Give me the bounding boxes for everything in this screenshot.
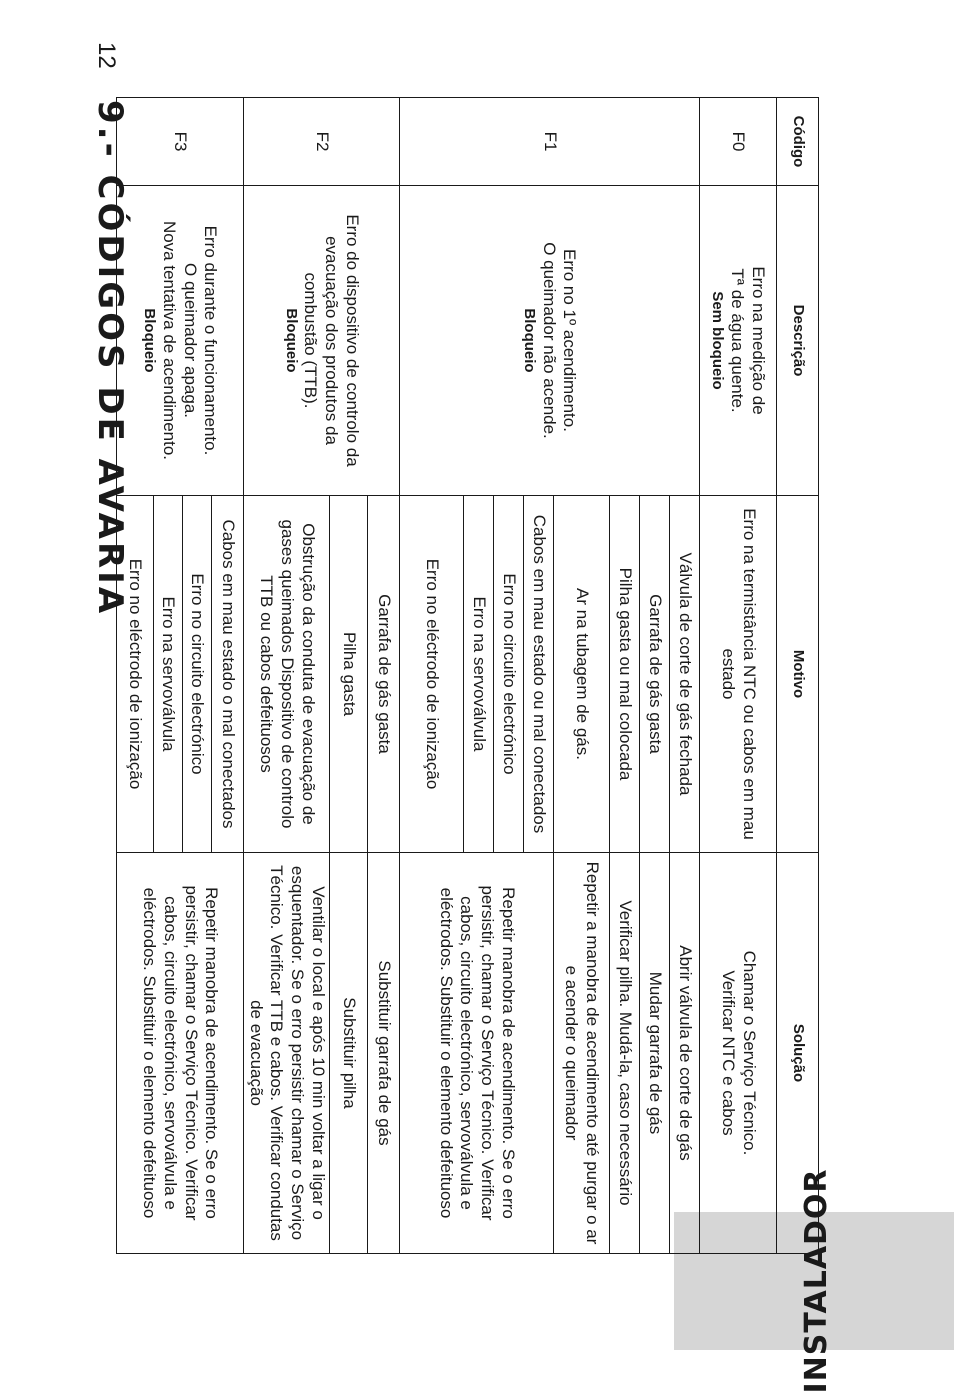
table-row [670, 98, 700, 1254]
reason-cell: Erro no circuito electrónico [183, 496, 212, 853]
reason-cell: Pilha gasta [330, 496, 368, 853]
description-line: Erro na medição de [748, 266, 768, 415]
table-row [212, 98, 244, 1254]
description-line: Nova tentativa de acendimento. [159, 220, 179, 461]
reason-cell: Garrafa de gás gasta [640, 496, 670, 853]
description-f0 [700, 186, 777, 496]
reason-cell: Cabos em mau estado o mal conectados [212, 496, 244, 853]
solution-cell: Verificar pilha. Mudá-la, caso necessário [610, 853, 640, 1254]
description-line: Erro no 1º acendimento. [560, 249, 580, 432]
side-tab-label: INSTALADOR [798, 1168, 834, 1394]
reason-cell: Válvula de corte de gás fechada [670, 496, 700, 853]
reason-cell: Pilha gasta ou mal colocada [610, 496, 640, 853]
page-number: 12 [93, 42, 120, 69]
description-line: O queimador apaga. [180, 263, 200, 418]
solution-cell: Repetir a manobra de acendimento até purgar o ar e acender o queimador [554, 853, 610, 1254]
solution-cell: Substituir pilha [330, 853, 368, 1254]
header-solution: Solução [777, 853, 819, 1254]
solution-cell: Repetir manobra de acendimento. Se o erro persistir, chamar o Serviço Técnico. Verificar cabos, circuito electrónico, servoválvula e eléctrodos. Substituir o elemento defeituoso [117, 853, 244, 1254]
reason-cell: Erro na servoválvula [464, 496, 494, 853]
code-f2: F2 [244, 98, 400, 186]
description-line: Erro do dispositivo de controlo da [342, 214, 362, 467]
description-f2 [244, 186, 400, 496]
lock-status: Bloqueio [520, 308, 538, 373]
description-line: evacuação dos produtos da [322, 236, 342, 445]
code-f0: F0 [700, 98, 777, 186]
code-f3: F3 [117, 98, 244, 186]
description-line: O queimador não acende. [539, 242, 559, 439]
code-f1: F1 [400, 98, 700, 186]
reason-cell: Erro no eléctrodo de ionização [400, 496, 464, 853]
solution-cell: Mudar garrafa de gás [640, 853, 670, 1254]
header-code: Código [777, 98, 819, 186]
description-f3 [117, 186, 244, 496]
solution-line: Verificar NTC e cabos [719, 970, 738, 1136]
table-row [368, 98, 400, 1254]
solution-f0 [700, 853, 777, 1254]
reason-cell: Erro no circuito electrónico [494, 496, 524, 853]
header-description: Descrição [777, 186, 819, 496]
lock-status: Bloqueio [282, 308, 300, 373]
reason-cell: Erro na servoválvula [154, 496, 183, 853]
reason-cell: Erro no eléctrodo de ionização [117, 496, 154, 853]
lock-status: Sem bloqueio [709, 291, 727, 390]
page-title: 9.- CÓDIGOS DE AVARIA [90, 100, 130, 617]
table-header-row [777, 98, 819, 1254]
reason-cell: Obstrução da conduta de evacuação de gases queimados Dispositivo de controlo TTB ou cabos defeituosos [244, 496, 330, 853]
solution-cell: Abrir válvula de corte de gás [670, 853, 700, 1254]
solution-line: Chamar o Serviço Técnico. [739, 950, 759, 1156]
description-f1 [400, 186, 700, 496]
reason-cell: Ar na tubagem de gás. [554, 496, 610, 853]
solution-cell: Ventilar o local e após 10 min voltar a ligar o esquentador. Se o erro persistir chamar o Serviço Técnico. Verificar TTB e cabos. Verificar condutas de evacuação [244, 853, 330, 1254]
solution-cell: Repetir manobra de acendimento. Se o erro persistir, chamar o Serviço Técnico. Verificar cabos, circuito electrónico, servoválvula e eléctrodos. Substituir o elemento defeituoso [400, 853, 554, 1254]
reason-f0: Erro na termistância NTC ou cabos em mau estado [700, 496, 777, 853]
reason-cell: Garrafa de gás gasta [368, 496, 400, 853]
description-line: Tª de água quente. [728, 268, 748, 413]
description-line: combustão (TTB). [301, 272, 321, 409]
lock-status: Bloqueio [141, 308, 159, 373]
header-reason: Motivo [777, 496, 819, 853]
solution-cell: Substituir garrafa de gás [368, 853, 400, 1254]
reason-cell: Cabos em mau estado ou mal conectados [524, 496, 554, 853]
fault-codes-table [116, 97, 819, 1254]
description-line: Erro durante o funcionamento. [201, 225, 221, 456]
table-row-f0 [700, 98, 777, 1254]
